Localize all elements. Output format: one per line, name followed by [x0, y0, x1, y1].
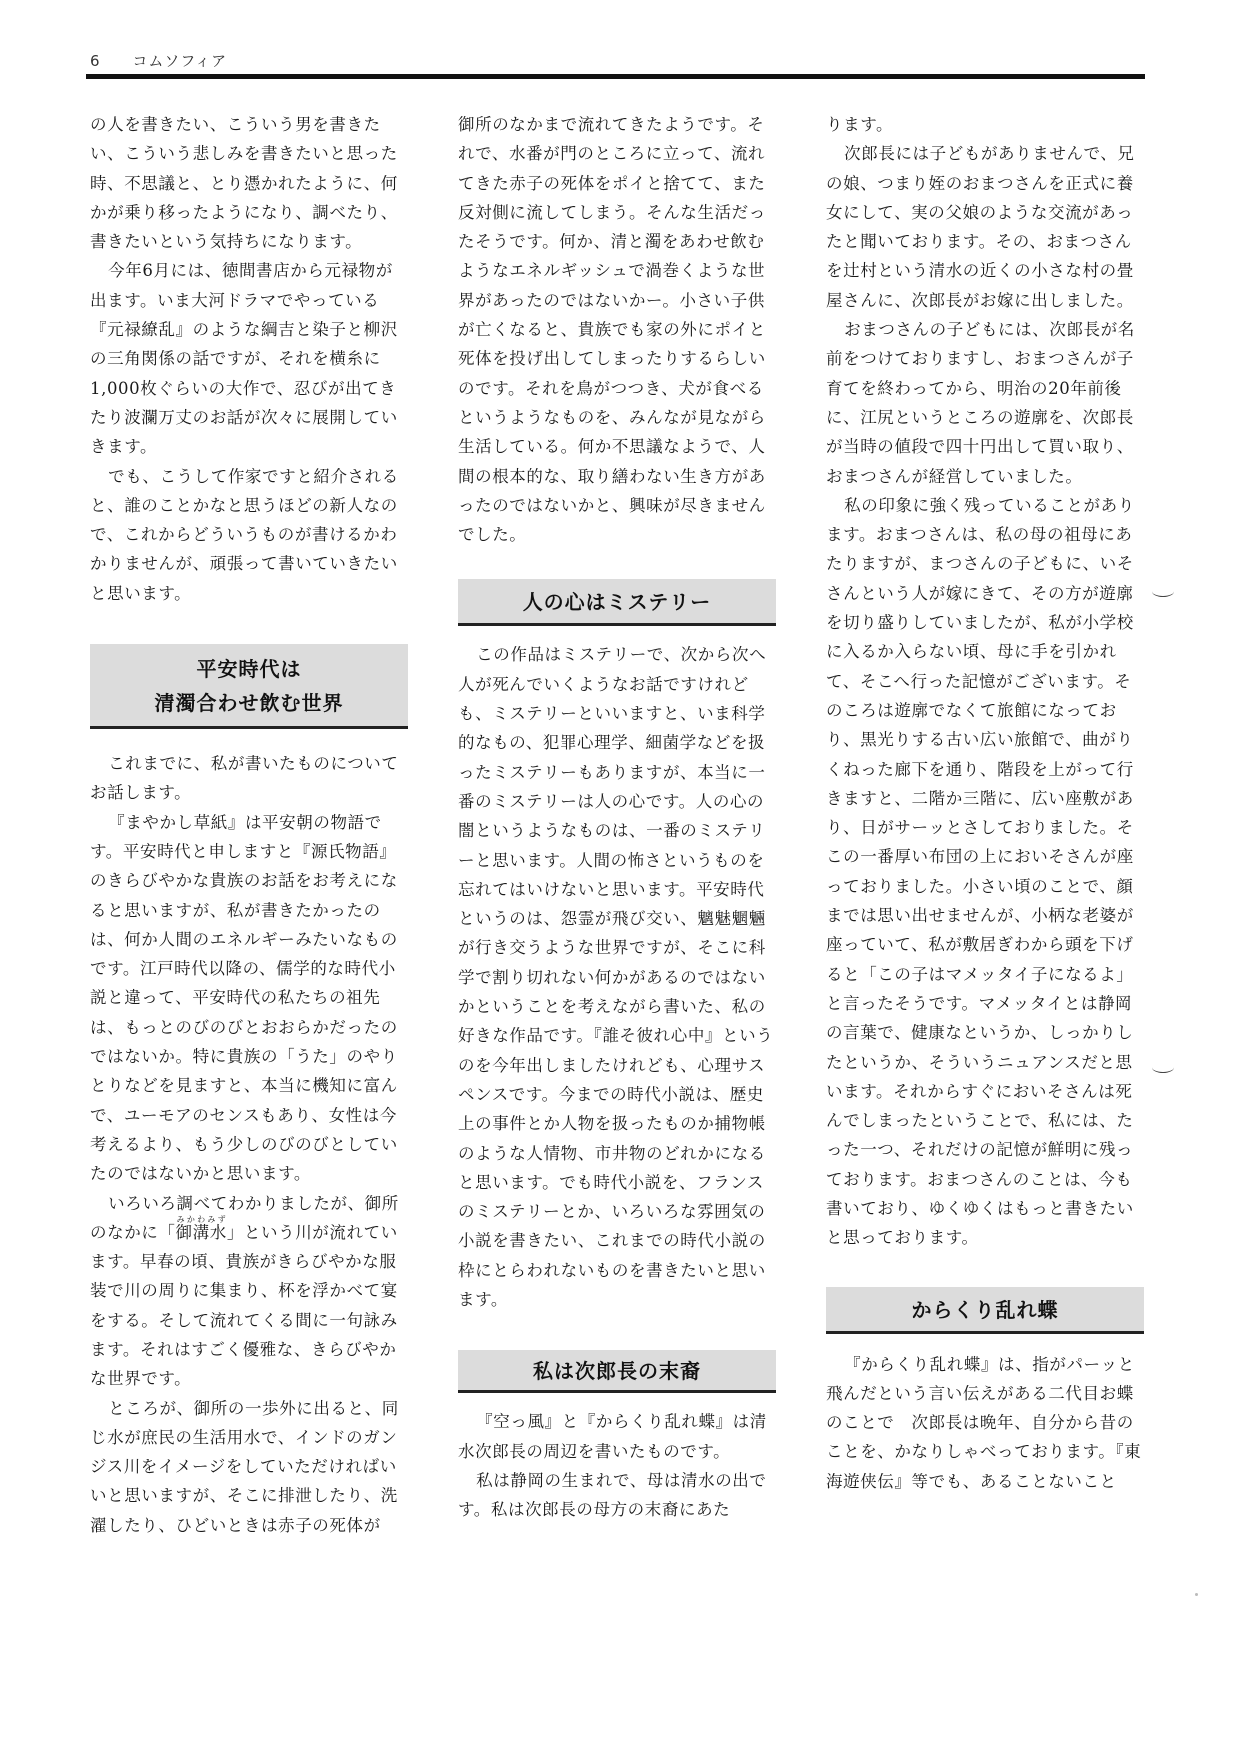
paragraph: 『からくり乱れ蝶』は、指がパーッと飛んだという言い伝えがある二代目お蝶のことで 次郎長は晩年、自分から昔のことを、かなりしゃべっております。『東海遊侠伝』等でも、あることないこと: [826, 1354, 1142, 1491]
paragraph: の人を書きたい、こういう男を書きたい、こういう悲しみを書きたいと思った時、不思議と、とり憑かれたように、何かが乗り移ったようになり、調べたり、書きたいという気持ちになります。: [90, 115, 398, 252]
scan-dot: [1195, 1593, 1198, 1596]
section-heading-heian: [90, 644, 408, 729]
page-header: [90, 50, 227, 71]
paragraph: ります。: [826, 115, 894, 134]
paragraph: でも、こうして作家ですと紹介されると、誰のことかなと思うほどの新人なので、これからどういうものが書けるかわかりませんが、頑張って書いていきたいと思います。: [90, 466, 399, 603]
binding-mark: [1152, 586, 1174, 597]
text-fragment: いろいろ調べてわかりましたが、御所のなかに「: [90, 1193, 399, 1242]
column-3: [826, 110, 1144, 1496]
page-number: 6: [90, 52, 101, 70]
magazine-name: コムソフィア: [132, 52, 228, 70]
paragraph: 私の印象に強く残っていることがあります。おまつさんは、私の母の祖母にあたりますが、まつさんの子どもに、いそさんという人が嫁にきて、その方が遊廓を切り盛りしていましたが、私が小学校に入るか入らない頃、母に手を引かれて、そこへ行った記憶がございます。そのころは遊廓でなくて旅館になっており、黒光りする古い広い旅館で、曲がりくねった廊下を通り、階段を上がって行きますと、二階か三階に、広い座敷があり、日がサーッとさしておりました。そこの一番厚い布団の上においそさんが座っておりました。小さい頃のことで、顔までは思い出せませんが、小柄な老婆が座っていて、私が敷居ぎわから頭を下げると「この子はマメッタイ子になるよ」と言ったそうです。マメッタイとは静岡の言葉で、健康なというか、しっかりしたというか、そういうニュアンスだと思います。それからすぐにおいそさんは死んでしまったということで、私には、たった一つ、それだけの記憶が鮮明に残っております。おまつさんのことは、今も書いており、ゆくゆくはもっと書きたいと思っております。: [826, 495, 1135, 1248]
heading-line: 平安時代は: [196, 657, 302, 682]
paragraph: 『空っ風』と『からくり乱れ蝶』は清水次郎長の周辺を書いたものです。: [458, 1412, 767, 1461]
section-heading-karakuri: からくり乱れ蝶: [826, 1287, 1144, 1334]
paragraph: 私は静岡の生まれで、母は清水の出です。私は次郎長の母方の末裔にあた: [458, 1470, 767, 1520]
paragraph: おまつさんの子どもには、次郎長が名前をつけておりますし、おまつさんが子育てを終わってから、明治の20年前後に、江尻というところの遊廓を、次郎長が当時の値段で四十円出して買い取り、おまつさんが経営していました。: [826, 320, 1135, 486]
paragraph: 今年6月には、徳間書店から元禄物が出ます。いま大河ドラマでやっている『元禄繚乱』のような綱吉と染子と柳沢の三角関係の話ですが、それを横糸に1,000枚ぐらいの大作で、忍びが出てきたり波瀾万丈のお話が次々に展開していきます。: [90, 261, 398, 457]
ruby-reading: みかわみず: [175, 1214, 227, 1224]
section-heading-mystery: 人の心はミステリー: [458, 579, 776, 626]
header-rule: [86, 74, 1145, 79]
paragraph: [90, 1189, 408, 1394]
column-1: [90, 110, 408, 1540]
binding-mark: [1152, 1062, 1174, 1073]
heading-line: 清濁合わせ飲む世界: [154, 691, 344, 716]
paragraph: この作品はミステリーで、次から次へ人が死んでいくようなお話ですけれども、ミステリーといいますと、いま科学的なもの、犯罪心理学、細菌学などを扱ったミステリーもありますが、本当に一番のミステリーは人の心です。人の心の闇というようなものは、一番のミステリーと思います。人間の怖さというものを忘れてはいけないと思います。平安時代というのは、怨霊が飛び交い、魑魅魍魎が行き交うような世界ですが、そこに科学で割り切れない何かがあるのではないかということを考えながら書いた、私の好きな作品です。『誰そ彼れ心中』というのを今年出しましたけれども、心理サスペンスです。今までの時代小説は、歴史上の事件とか人物を扱ったものか捕物帳のような人情物、市井物のどれかになると思います。でも時代小説を、フランスのミステリーとか、いろいろな雰囲気の小説を書きたい、これまでの時代小説の枠にとらわれないものを書きたいと思います。: [458, 645, 774, 1309]
paragraph: ところが、御所の一歩外に出ると、同じ水が庶民の生活用水で、インドのガンジス川をイメージをしていただければいいと思いますが、そこに排泄したり、洗濯したり、ひどいときは赤子の死体が: [90, 1398, 399, 1535]
section-heading-jirocho: 私は次郎長の末裔: [458, 1350, 776, 1393]
paragraph: 次郎長には子どもがありませんで、兄の娘、つまり姪のおまつさんを正式に養女にして、実の父娘のような交流があったと聞いております。その、おまつさんを辻村という清水の近くの小さな村の畳屋さんに、次郎長がお嫁に出しました。: [826, 144, 1135, 310]
column-2: [458, 110, 776, 1524]
ruby-base: 御溝水: [175, 1222, 227, 1242]
paragraph: 御所のなかまで流れてきたようです。それで、水番が門のところに立って、流れてきた赤子の死体をポイと捨てて、また反対側に流してしまう。そんな生活だったそうです。何か、清と濁をあわせ飲むようなエネルギッシュで渦巻くような世界があったのではないかー。小さい子供が亡くなると、貴族でも家の外にポイと死体を投げ出してしまったりするらしいのです。それを鳥がつつき、犬が食べるというようなものを、みんなが見ながら生活している。何か不思議なようで、人間の根本的な、取り繕わない生き方があったのではないかと、興味が尽きませんでした。: [458, 115, 766, 545]
ruby-term: [175, 1214, 227, 1242]
paragraph: 『まやかし草紙』は平安朝の物語です。平安時代と申しますと『源氏物語』のきらびやかな貴族のお話をお考えになると思いますが、私が書きたかったのは、何か人間のエネルギーみたいなものです。江戸時代以降の、儒学的な時代小説と違って、平安時代の私たちの祖先は、もっとのびのびとおおらかだったのではないか。特に貴族の「うた」のやりとりなどを見ますと、本当に機知に富んで、ユーモアのセンスもあり、女性は今考えるより、もう少しのびのびとしていたのではないかと思います。: [90, 812, 398, 1184]
paragraph: これまでに、私が書いたものについてお話します。: [90, 754, 399, 803]
text-fragment: 」という川が流れています。早春の頃、貴族がきらびやかな服装で川の周りに集まり、杯を浮かべて宴をする。そして流れてくる間に一句詠みます。それはすごく優雅な、きらびやかな世界です。: [90, 1222, 398, 1389]
